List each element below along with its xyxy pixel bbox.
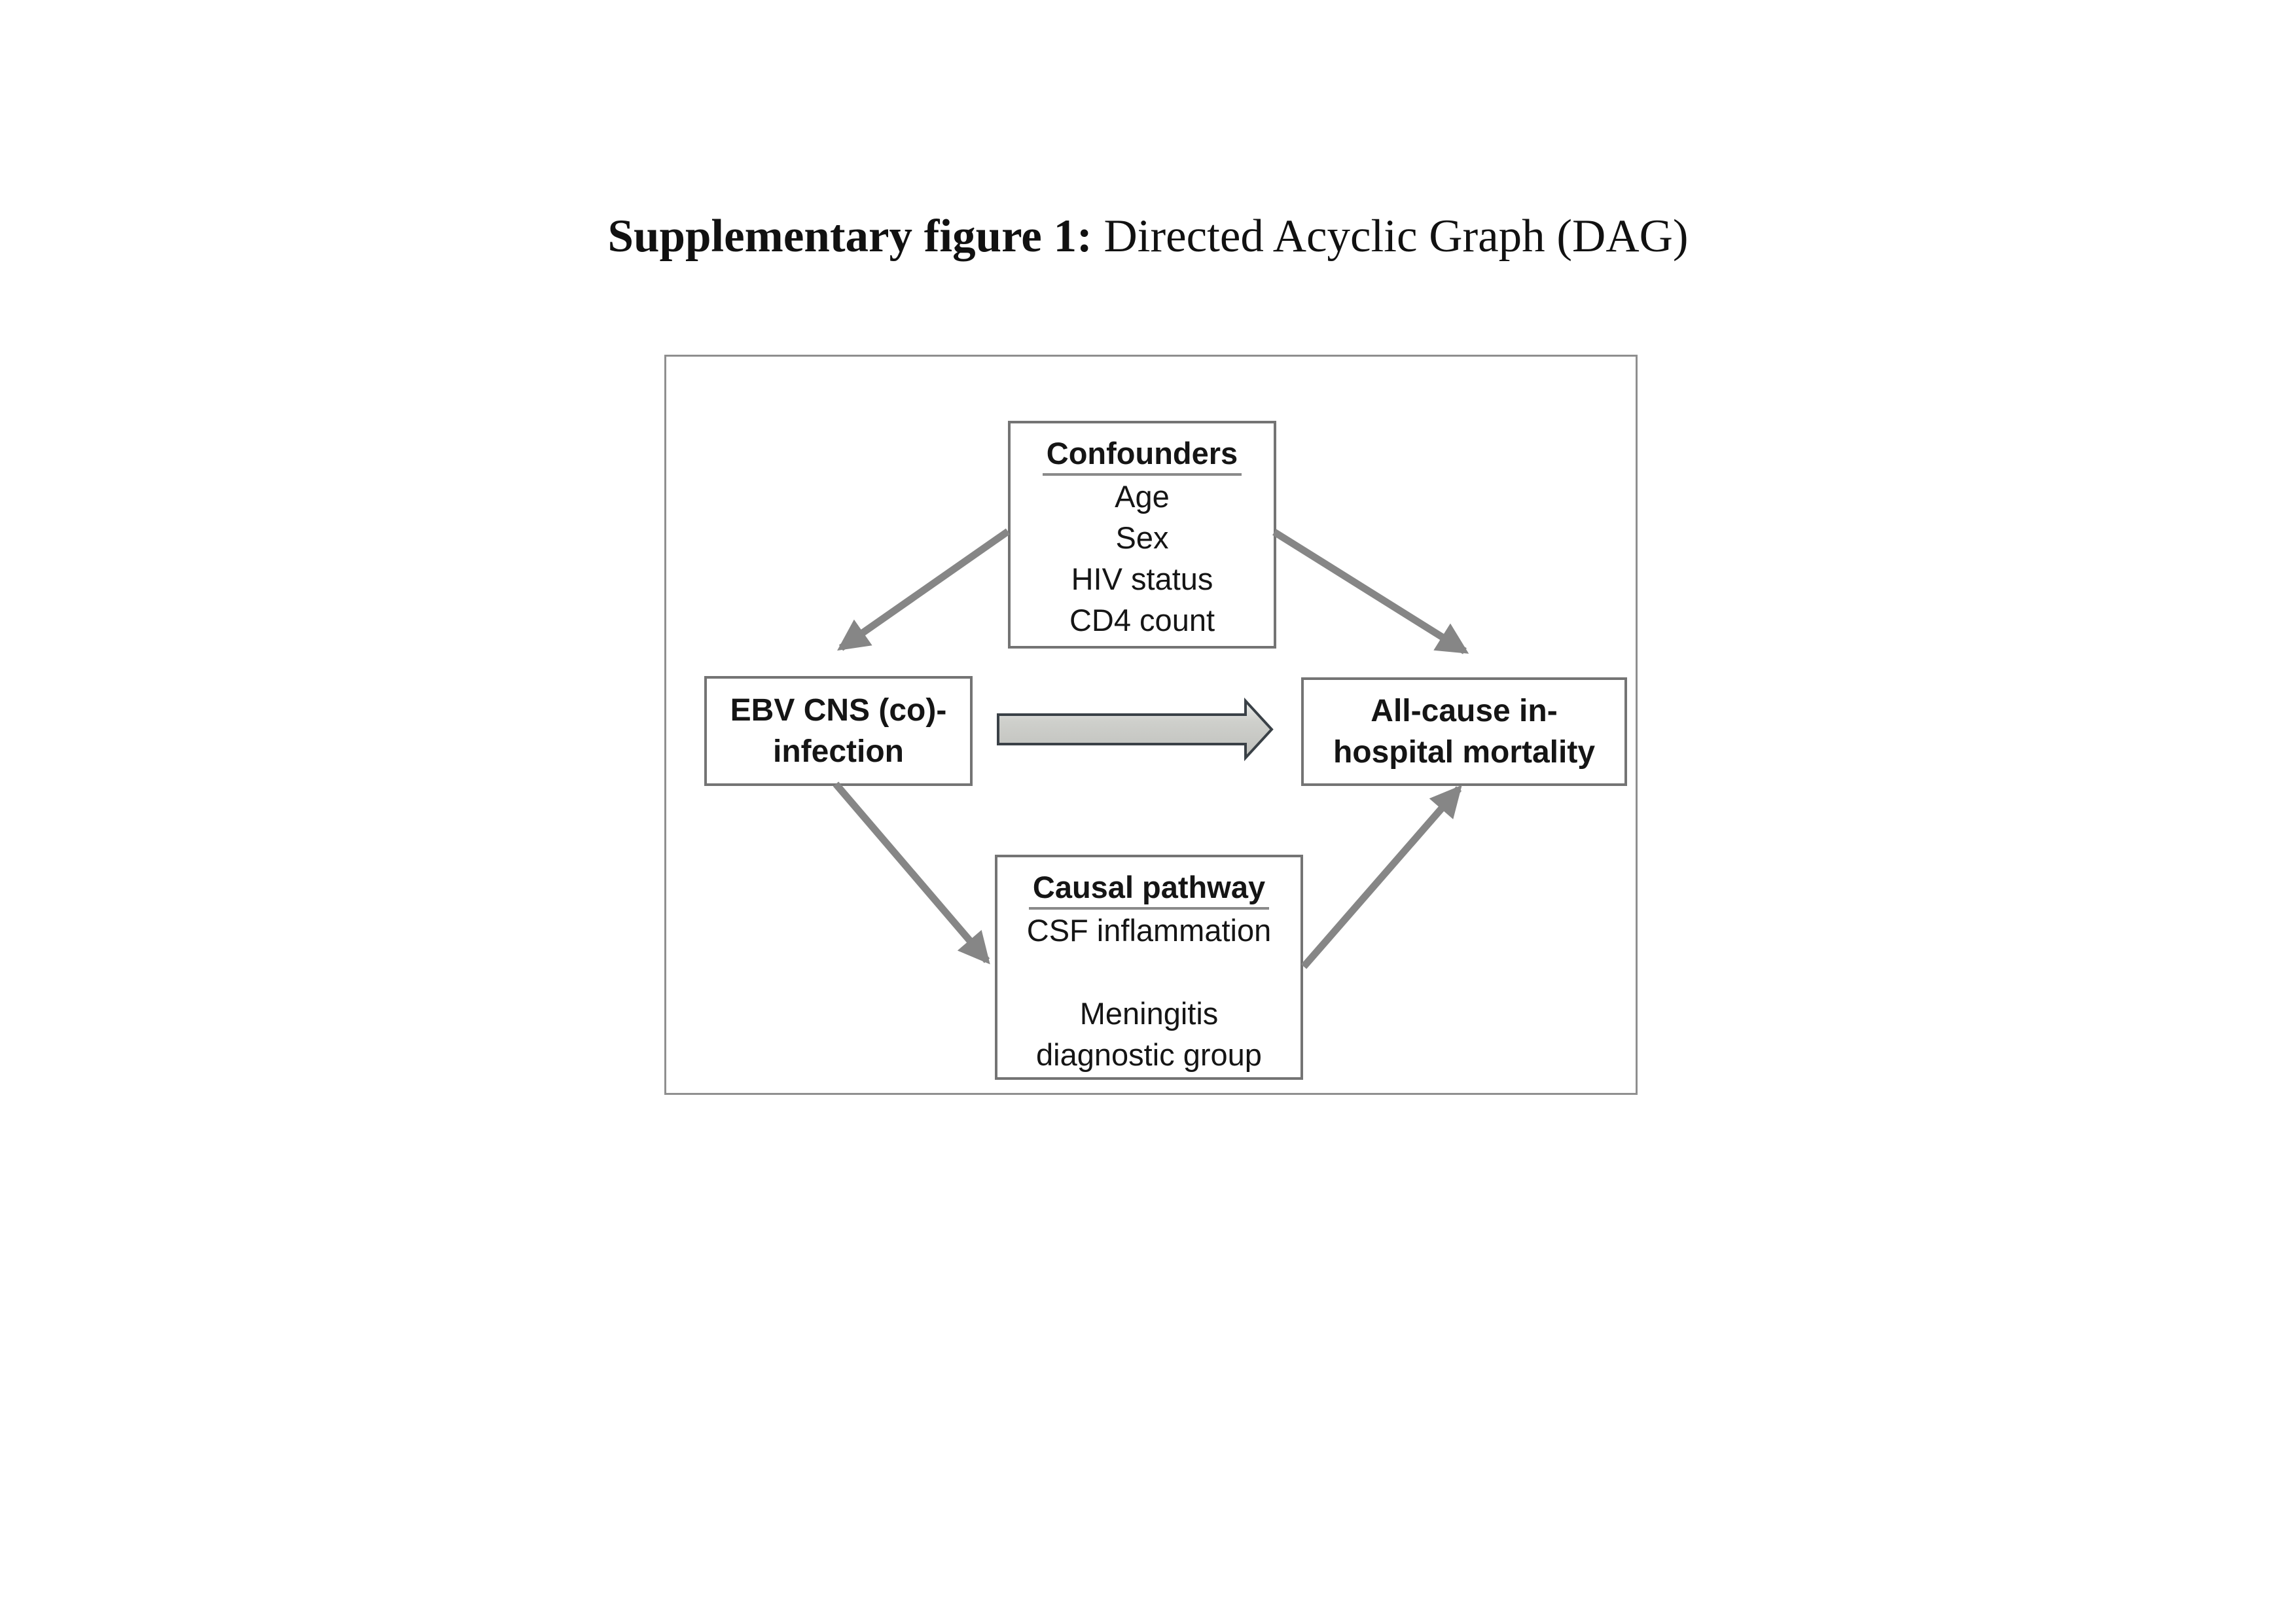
mediator-item-diagnostic-group: diagnostic group xyxy=(1036,1037,1262,1072)
mediator-node xyxy=(995,855,1303,1080)
arrow-confounders-to-exposure xyxy=(841,531,1008,648)
outcome-label-line-2: hospital mortality xyxy=(1333,735,1596,770)
arrow-mediator-to-outcome xyxy=(1304,789,1459,967)
outcome-node xyxy=(1301,677,1627,786)
figure-title xyxy=(0,213,2296,260)
confounder-item-cd4-count: CD4 count xyxy=(1069,603,1215,637)
mediator-heading-text: Causal pathway xyxy=(1029,869,1269,910)
confounders-heading xyxy=(1011,433,1274,476)
confounders-heading-text: Confounders xyxy=(1043,435,1242,476)
confounder-item-age: Age xyxy=(1115,479,1170,514)
outcome-label-line-1: All-cause in- xyxy=(1371,694,1558,728)
mediator-item-csf-inflammation: CSF inflammation xyxy=(1026,913,1272,948)
mediator-item-meningitis: Meningitis xyxy=(1079,996,1219,1031)
exposure-label-line-1: EBV CNS (co)- xyxy=(730,693,947,728)
confounder-item-hiv-status: HIV status xyxy=(1071,562,1213,596)
figure-title-text: Directed Acyclic Graph (DAG) xyxy=(1092,211,1689,262)
arrow-confounders-to-outcome xyxy=(1274,532,1465,651)
confounders-node xyxy=(1008,421,1276,649)
dag-frame xyxy=(664,355,1638,1095)
exposure-node xyxy=(704,676,973,786)
mediator-spacer xyxy=(997,951,1300,993)
exposure-label-line-2: infection xyxy=(773,734,904,769)
confounder-item-sex: Sex xyxy=(1115,520,1169,555)
figure-title-label: Supplementary figure 1: xyxy=(607,211,1092,262)
block-arrow-exposure-to-outcome xyxy=(998,701,1272,758)
mediator-heading xyxy=(997,866,1300,910)
arrow-exposure-to-mediator xyxy=(836,784,987,961)
